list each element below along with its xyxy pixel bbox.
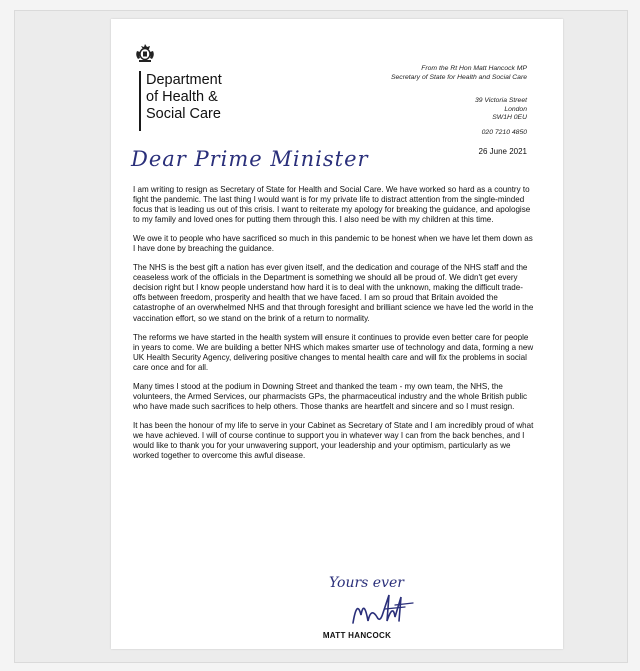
signature xyxy=(349,593,429,629)
image-frame xyxy=(14,10,628,663)
salutation: Dear Prime Minister xyxy=(131,147,369,171)
royal-crest-icon xyxy=(134,43,156,63)
paragraph: I am writing to resign as Secretary of State for Health and Social Care. We have worked so hard as a country to fight the pandemic. The last thing I would want is for my private life to distract attention from the single-minded focus that is leading us out of this crisis. I want to reiterate my apology for breaking the guidance, and apologise to my family and loved ones for putting them through this. I also need be with my children at this time. xyxy=(133,185,531,225)
address-line-3: SW1H 0EU xyxy=(492,114,527,122)
department-name-line-1: Department xyxy=(146,72,222,88)
paragraph: Many times I stood at the podium in Downing Street and thanked the team - my own team, the NHS, the volunteers, the Armed Services, our pharmacists GPs, the pharmaceutical industry and the whole British public who have made such sacrifices to help others. Those thanks are heartfelt and sincere and so I must resign. xyxy=(133,381,528,411)
address-block xyxy=(475,97,527,123)
role-line: Secretary of State for Health and Social Care xyxy=(390,73,527,81)
signatory-name: MATT HANCOCK xyxy=(322,631,392,640)
letter-page xyxy=(111,19,563,649)
paragraph: It has been the honour of my life to serve in your Cabinet as Secretary of State and I am incredibly proud of what we have achieved. I will of course continue to support you in whatever way I can from the back benches, and I would like to thank you for your unwavering support, your leadership and your optimism, particularly as we worked together to overcome this awful disease. xyxy=(133,420,534,461)
paragraph: We owe it to people who have sacrificed so much in this pandemic to be honest when we have let them down as I have done by breaching the guidance. xyxy=(133,234,533,254)
address-line-2: London xyxy=(504,105,527,113)
letter-date: 26 June 2021 xyxy=(478,147,527,156)
department-name xyxy=(146,72,222,123)
from-line: From the Rt Hon Matt Hancock MP xyxy=(421,65,527,72)
address-line-1: 39 Victoria Street xyxy=(474,97,527,104)
department-name-line-2: of Health & xyxy=(146,89,218,105)
paragraph: The NHS is the best gift a nation has ever given itself, and the dedication and courage of the NHS staff and the ceaseless work of the officials in the Department is something we should all be proud of. We didn't get every decision right but I know people understand how hard it is to deal with the unknown, making the difficult trade-offs between freedom, prosperity and health that we have faced. I am so proud that Britain avoided the catastrophe of an overwhelmed NHS and that through foresight and brilliant science we have led the world in the vaccination effort, so we stand on the brink of a return to normality. xyxy=(133,263,534,323)
logo-rule xyxy=(139,71,141,131)
sender-block xyxy=(391,65,527,82)
letter-body xyxy=(133,185,535,470)
phone-number: 020 7210 4850 xyxy=(481,129,527,136)
paragraph: The reforms we have started in the health system will ensure it continues to provide even better care for people in years to come. We are building a better NHS which makes smarter use of technology and data, forming a new UK Health Security Agency, delivering positive changes to mental health care and will fix the problems in social care once and for all. xyxy=(133,332,534,372)
department-name-line-3: Social Care xyxy=(146,106,221,122)
closing: Yours ever xyxy=(329,575,404,591)
